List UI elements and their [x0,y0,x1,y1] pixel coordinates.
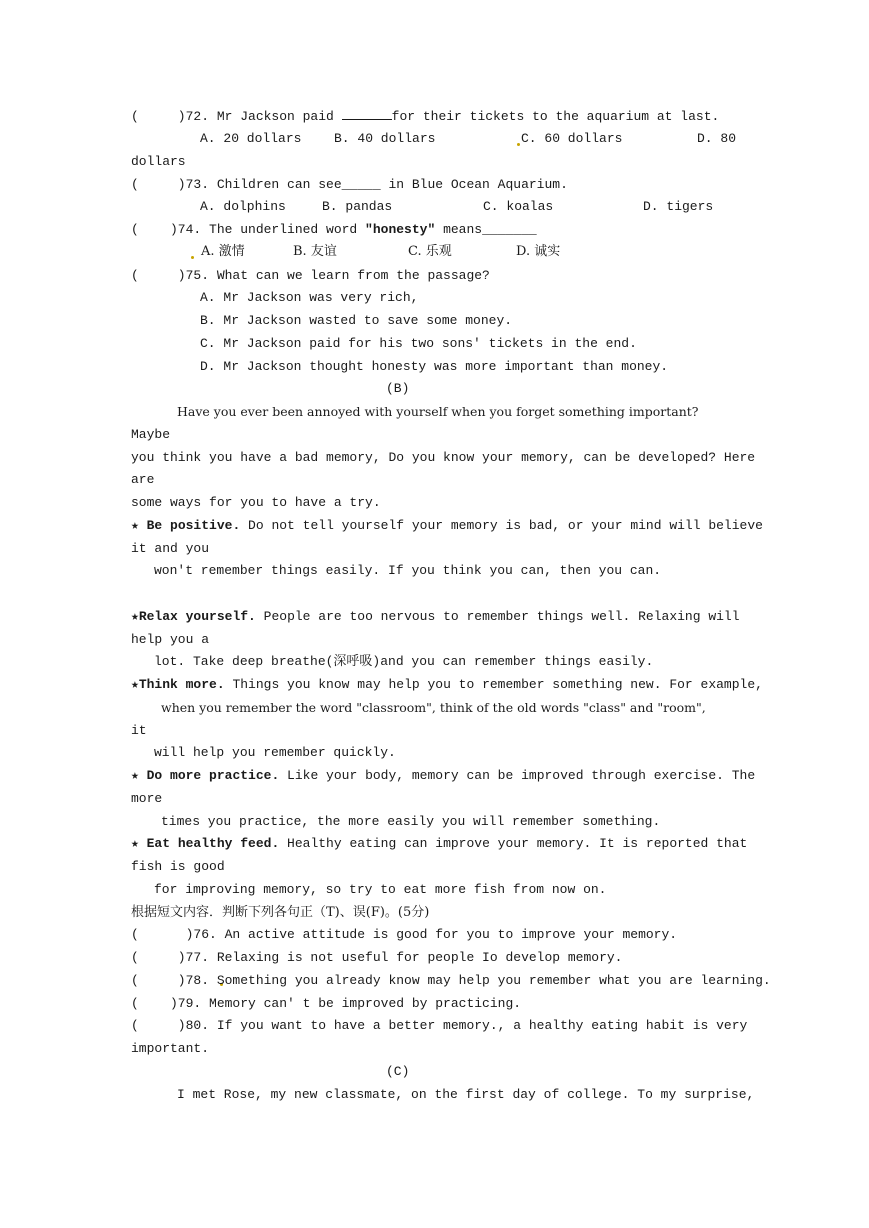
tip-think-more [131,677,763,693]
underlined-word: "honesty" [365,222,436,237]
question-76: ( )76. An active attitude is good for you to improve your memory. [131,927,678,942]
true-false-instruction: 根据短文内容．判断下列各句正（T)、误(F)。(5分) [131,905,430,920]
tip-think-more-line-3: will help you remember quickly. [154,745,396,760]
tip-text: Things you know may help you to remember something new. For example, [224,677,763,692]
question-72-stem: ( )72. Mr Jackson paid [131,109,342,124]
question-72 [131,108,719,125]
tip-heading: ★Relax yourself. [131,609,256,624]
tip-be-positive [131,518,763,534]
option-73-a: A. dolphins [200,199,286,214]
tip-text: People are too nervous to remember things well. Relaxing will [255,609,740,624]
section-b-heading: (B) [386,381,410,396]
question-79: ( )79. Memory can' t be improved by practicing. [131,996,522,1011]
option-72-d-wrap: dollars [131,154,186,169]
question-80: ( )80. If you want to have a better memory., a healthy eating habit is very [131,1018,748,1033]
passage-b-intro-3: some ways for you to have a try. [131,495,381,510]
option-73-c: C. koalas [483,199,554,214]
tip-heading: ★ Eat healthy feed. [131,836,280,851]
question-72-stem-rest: for their tickets to the aquarium at last. [391,109,720,124]
tip-think-more-line-2: when you remember the word "classroom", think of the old words "class" and "room", [161,700,706,715]
tip-text: Like your body, memory can be improved through exercise. The [279,768,756,783]
question-74 [131,222,537,238]
option-73-b: B. pandas [322,199,393,214]
tip-relax-yourself [131,609,740,625]
tip-do-more-practice-wrap: more [131,791,163,806]
option-72-d: D. 80 [697,131,737,146]
question-80-wrap: important. [131,1041,210,1056]
option-75-c: C. Mr Jackson paid for his two sons' tickets in the end. [200,336,637,351]
tip-heading: ★Think more. [131,677,225,692]
option-72-c: C. 60 dollars [521,131,623,146]
passage-c-line-1: I met Rose, my new classmate, on the first day of college. To my surprise, [177,1087,755,1102]
option-75-d: D. Mr Jackson thought honesty was more important than money. [200,359,669,374]
option-74-a: A. 激情 [201,244,245,259]
tip-eat-healthy-feed-wrap: fish is good [131,859,225,874]
tip-text: Do not tell yourself your memory is bad, or your mind will believe [240,518,763,533]
tip-relax-yourself-wrap: help you a [131,632,210,647]
option-72-a: A. 20 dollars [200,131,302,146]
question-74-stem: ( )74. The underlined word [131,222,366,237]
question-74-stem-rest: means_______ [435,222,537,237]
option-75-b: B. Mr Jackson wasted to save some money. [200,313,513,328]
tip-relax-yourself-line-2: lot. Take deep breathe(深呼吸)and you can remember things easily. [154,654,654,669]
passage-b-intro-1: Have you ever been annoyed with yourself when you forget something important? [177,404,699,419]
section-c-heading: (C) [386,1064,410,1079]
option-74-d: D. 诚实 [516,244,561,259]
tip-do-more-practice [131,768,755,784]
passage-b-intro-2: you think you have a bad memory, Do you know your memory, can be developed? Here [131,450,756,465]
option-72-b: B. 40 dollars [334,131,436,146]
option-75-a: A. Mr Jackson was very rich, [200,290,419,305]
option-74-b: B. 友谊 [293,244,337,259]
option-73-d: D. tigers [643,199,714,214]
tip-eat-healthy-feed [131,836,747,852]
question-73: ( )73. Children can see_____ in Blue Ocean Aquarium. [131,177,568,192]
stray-dot-mark [191,256,194,259]
tip-heading: ★ Do more practice. [131,768,280,783]
question-75: ( )75. What can we learn from the passage? [131,268,490,283]
tip-do-more-practice-line-2: times you practice, the more easily you will remember something. [161,814,661,829]
stray-dot-mark [517,143,520,146]
tip-heading: ★ Be positive. [131,518,241,533]
tip-eat-healthy-feed-line-2: for improving memory, so try to eat more fish from now on. [154,882,607,897]
passage-b-intro-1-wrap: Maybe [131,427,171,442]
question-77: ( )77. Relaxing is not useful for people Io develop memory. [131,950,623,965]
tip-think-more-wrap: it [131,723,147,738]
tip-text: Healthy eating can improve your memory. It is reported that [279,836,748,851]
tip-be-positive-line-2: won't remember things easily. If you think you can, then you can. [154,563,662,578]
passage-b-intro-2-wrap: are [131,472,155,487]
question-78: ( )78. Something you already know may help you remember what you are learning. [131,973,771,988]
tip-be-positive-wrap: it and you [131,541,210,556]
answer-blank [342,108,392,120]
option-74-c: C. 乐观 [408,244,452,259]
